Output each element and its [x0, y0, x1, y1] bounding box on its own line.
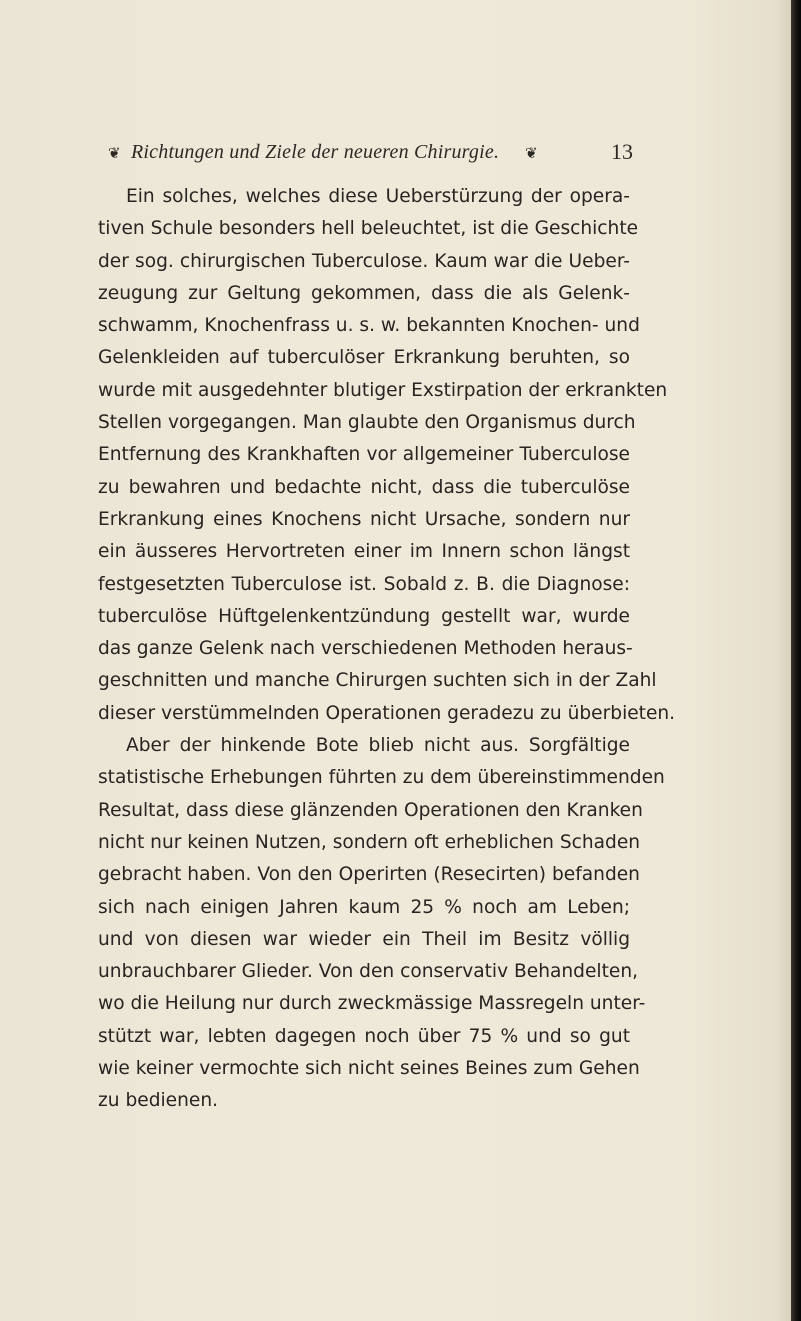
page-number: 13: [611, 139, 633, 164]
text-line: unbrauchbarer Glieder. Von den conservativ Behandelten,: [98, 961, 639, 983]
text-line: schwamm, Knochenfrass u. s. w. bekannten Knochen- und: [98, 315, 640, 337]
page-edge-shadow: [791, 0, 801, 1321]
text-line: sich nach einigen Jahren kaum 25 % noch am Leben;: [98, 896, 630, 918]
text-line: gebracht haben. Von den Operirten (Resecirten) befanden: [98, 864, 640, 886]
text-line: tiven Schule besonders hell beleuchtet, ist die Geschichte: [98, 218, 639, 240]
text-line: der sog. chirurgischen Tuberculose. Kaum war die Ueber-: [98, 250, 630, 272]
text-line: Entfernung des Krankhaften vor allgemeiner Tuberculose: [98, 444, 630, 466]
text-line: Gelenkleiden auf tuberculöser Erkrankung beruhten, so: [98, 347, 630, 369]
text-line: ein äusseres Hervortreten einer im Innern schon längst: [98, 541, 630, 563]
text-line: wie keiner vermochte sich nicht seines Beines zum Gehen: [98, 1058, 640, 1080]
body-text: [98, 181, 676, 1118]
text-line: das ganze Gelenk nach verschiedenen Methoden heraus-: [98, 638, 633, 660]
text-line: wo die Heilung nur durch zweckmässige Massregeln unter-: [98, 993, 646, 1015]
text-line: und von diesen war wieder ein Theil im Besitz völlig: [98, 928, 630, 950]
text-line: statistische Erhebungen führten zu dem übereinstimmenden: [98, 767, 665, 789]
text-line: zu bedienen.: [98, 1090, 219, 1112]
running-head-title: Richtungen und Ziele der neueren Chirurgie.: [131, 141, 500, 163]
text-line: geschnitten und manche Chirurgen suchten sich in der Zahl: [98, 670, 657, 692]
text-line: wurde mit ausgedehnter blutiger Exstirpation der erkrankten: [98, 379, 668, 401]
fleuron-ornament-left-icon: ❦: [108, 144, 121, 162]
text-line: festgesetzten Tuberculose ist. Sobald z. B. die Diagnose:: [98, 573, 630, 595]
text-line: dieser verstümmelnden Operationen geradezu zu überbieten.: [98, 702, 676, 724]
text-line: Erkrankung eines Knochens nicht Ursache, sondern nur: [98, 508, 630, 530]
running-head: [108, 137, 633, 173]
text-line: Ein solches, welches diese Ueberstürzung der opera-: [126, 186, 630, 207]
text-line: Resultat, dass diese glänzenden Operationen den Kranken: [98, 799, 643, 821]
text-line: Stellen vorgegangen. Man glaubte den Organismus durch: [98, 412, 636, 434]
text-line: zu bewahren und bedachte nicht, dass die tuberculöse: [98, 476, 630, 498]
text-line: tuberculöse Hüftgelenkentzündung gestellt war, wurde: [98, 605, 630, 627]
text-line: nicht nur keinen Nutzen, sondern oft erheblichen Schaden: [98, 831, 641, 853]
fleuron-ornament-right-icon: ❦: [525, 144, 538, 162]
text-line: Aber der hinkende Bote blieb nicht aus. Sorgfältige: [126, 735, 630, 757]
text-line: stützt war, lebten dagegen noch über 75 % und so gut: [98, 1025, 630, 1047]
text-line: zeugung zur Geltung gekommen, dass die als Gelenk-: [98, 282, 630, 304]
